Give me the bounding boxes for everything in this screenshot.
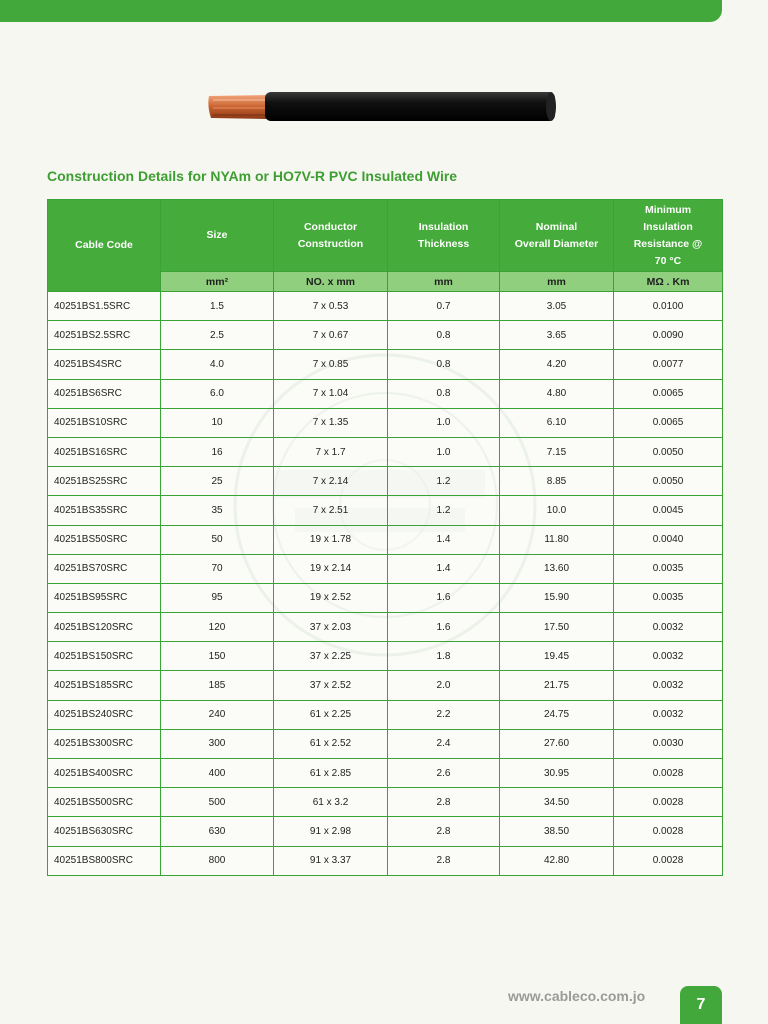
table-cell: 40251BS4SRC — [48, 350, 161, 379]
table-cell: 17.50 — [500, 613, 614, 642]
table-row — [48, 583, 723, 612]
table-cell: 50 — [161, 525, 274, 554]
table-cell: 40251BS500SRC — [48, 788, 161, 817]
table-cell: 1.0 — [388, 437, 500, 466]
table-row — [48, 613, 723, 642]
table-cell: 7 x 1.04 — [274, 379, 388, 408]
table-cell: 1.2 — [388, 496, 500, 525]
table-cell: 10.0 — [500, 496, 614, 525]
table-cell: 2.5 — [161, 321, 274, 350]
header-row — [48, 200, 723, 272]
table-cell: 0.8 — [388, 321, 500, 350]
table-cell: 7 x 1.35 — [274, 408, 388, 437]
table-cell: 40251BS240SRC — [48, 700, 161, 729]
page-number: 7 — [680, 986, 722, 1024]
construction-table — [47, 199, 723, 876]
unit-cell: mm — [388, 272, 500, 292]
table-cell: 185 — [161, 671, 274, 700]
table-cell: 0.0030 — [614, 729, 723, 758]
table-cell: 40251BS630SRC — [48, 817, 161, 846]
table-cell: 40251BS150SRC — [48, 642, 161, 671]
table-cell: 0.0050 — [614, 467, 723, 496]
table-cell: 61 x 2.52 — [274, 729, 388, 758]
table-cell: 0.0028 — [614, 788, 723, 817]
table-cell: 3.05 — [500, 292, 614, 321]
table-cell: 40251BS185SRC — [48, 671, 161, 700]
header-nominal-overall-diameter: Nominal Overall Diameter — [500, 200, 614, 272]
table-row — [48, 496, 723, 525]
table-cell: 500 — [161, 788, 274, 817]
table-row — [48, 292, 723, 321]
table-cell: 35 — [161, 496, 274, 525]
table-cell: 3.65 — [500, 321, 614, 350]
table-row — [48, 350, 723, 379]
table-cell: 0.0028 — [614, 817, 723, 846]
table-cell: 25 — [161, 467, 274, 496]
table-cell: 4.80 — [500, 379, 614, 408]
table-cell: 61 x 3.2 — [274, 788, 388, 817]
table-cell: 0.0100 — [614, 292, 723, 321]
table-cell: 6.0 — [161, 379, 274, 408]
unit-cell: mm — [500, 272, 614, 292]
table-cell: 19 x 1.78 — [274, 525, 388, 554]
table-cell: 1.5 — [161, 292, 274, 321]
table-cell: 34.50 — [500, 788, 614, 817]
header-conductor-construction: Conductor Construction — [274, 200, 388, 272]
table-cell: 1.4 — [388, 525, 500, 554]
table-cell: 40251BS50SRC — [48, 525, 161, 554]
table-cell: 6.10 — [500, 408, 614, 437]
table-cell: 0.0028 — [614, 759, 723, 788]
table-cell: 38.50 — [500, 817, 614, 846]
table-cell: 4.0 — [161, 350, 274, 379]
table-cell: 19 x 2.52 — [274, 583, 388, 612]
unit-cell: MΩ . Km — [614, 272, 723, 292]
header-size: Size — [161, 200, 274, 272]
table-cell: 0.0032 — [614, 671, 723, 700]
table-cell: 0.0077 — [614, 350, 723, 379]
table-cell: 40251BS95SRC — [48, 583, 161, 612]
table-cell: 0.0040 — [614, 525, 723, 554]
table-cell: 0.0045 — [614, 496, 723, 525]
table-cell: 13.60 — [500, 554, 614, 583]
table-cell: 27.60 — [500, 729, 614, 758]
table-cell: 0.0050 — [614, 437, 723, 466]
table-row — [48, 642, 723, 671]
table-title: Construction Details for NYAm or HO7V-R PVC Insulated Wire — [47, 168, 458, 184]
table-cell: 2.8 — [388, 846, 500, 875]
table-cell: 10 — [161, 408, 274, 437]
table-cell: 300 — [161, 729, 274, 758]
table-cell: 0.0032 — [614, 642, 723, 671]
table-cell: 630 — [161, 817, 274, 846]
table-cell: 61 x 2.25 — [274, 700, 388, 729]
table-cell: 240 — [161, 700, 274, 729]
table-cell: 61 x 2.85 — [274, 759, 388, 788]
table-cell: 7 x 0.67 — [274, 321, 388, 350]
table-cell: 7 x 0.53 — [274, 292, 388, 321]
table-cell: 0.0090 — [614, 321, 723, 350]
footer-website-url: www.cableco.com.jo — [508, 988, 646, 1004]
table-cell: 2.8 — [388, 817, 500, 846]
table-cell: 40251BS300SRC — [48, 729, 161, 758]
header-min-insulation-resistance: Minimum Insulation Resistance @ 70 °C — [614, 200, 723, 272]
table-cell: 37 x 2.52 — [274, 671, 388, 700]
table-row — [48, 729, 723, 758]
table-cell: 11.80 — [500, 525, 614, 554]
table-cell: 37 x 2.25 — [274, 642, 388, 671]
table-cell: 40251BS400SRC — [48, 759, 161, 788]
table-row — [48, 467, 723, 496]
table-row — [48, 700, 723, 729]
top-green-bar — [0, 0, 722, 22]
table-cell: 8.85 — [500, 467, 614, 496]
table-cell: 91 x 2.98 — [274, 817, 388, 846]
table-row — [48, 671, 723, 700]
table-cell: 0.0065 — [614, 408, 723, 437]
unit-cell: mm² — [161, 272, 274, 292]
table-cell: 2.2 — [388, 700, 500, 729]
header-insulation-thickness: Insulation Thickness — [388, 200, 500, 272]
table-cell: 70 — [161, 554, 274, 583]
table-row — [48, 846, 723, 875]
table-cell: 800 — [161, 846, 274, 875]
table-cell: 0.7 — [388, 292, 500, 321]
table-cell: 1.0 — [388, 408, 500, 437]
table-cell: 21.75 — [500, 671, 614, 700]
table-cell: 2.8 — [388, 788, 500, 817]
table-row — [48, 759, 723, 788]
cable-image — [205, 88, 565, 128]
table-cell: 2.4 — [388, 729, 500, 758]
table-cell: 1.6 — [388, 613, 500, 642]
table-cell: 19 x 2.14 — [274, 554, 388, 583]
unit-cell: NO. x mm — [274, 272, 388, 292]
table-cell: 0.8 — [388, 350, 500, 379]
table-cell: 0.0028 — [614, 846, 723, 875]
table-cell: 40251BS800SRC — [48, 846, 161, 875]
table-cell: 1.2 — [388, 467, 500, 496]
table-cell: 7 x 1.7 — [274, 437, 388, 466]
table-cell: 400 — [161, 759, 274, 788]
table-cell: 7 x 2.51 — [274, 496, 388, 525]
table-row — [48, 525, 723, 554]
table-cell: 40251BS1.5SRC — [48, 292, 161, 321]
table-cell: 2.0 — [388, 671, 500, 700]
table-cell: 0.0035 — [614, 554, 723, 583]
table-body — [48, 292, 723, 876]
table-cell: 150 — [161, 642, 274, 671]
table-cell: 40251BS2.5SRC — [48, 321, 161, 350]
table-cell: 1.8 — [388, 642, 500, 671]
table-cell: 4.20 — [500, 350, 614, 379]
table-cell: 40251BS70SRC — [48, 554, 161, 583]
table-row — [48, 788, 723, 817]
table-cell: 40251BS10SRC — [48, 408, 161, 437]
table-row — [48, 321, 723, 350]
table-cell: 0.0035 — [614, 583, 723, 612]
table-cell: 0.0065 — [614, 379, 723, 408]
table-cell: 24.75 — [500, 700, 614, 729]
table-cell: 1.4 — [388, 554, 500, 583]
table-cell: 91 x 3.37 — [274, 846, 388, 875]
table-cell: 37 x 2.03 — [274, 613, 388, 642]
table-cell: 40251BS25SRC — [48, 467, 161, 496]
table-cell: 7.15 — [500, 437, 614, 466]
header-cable-code: Cable Code — [48, 200, 161, 292]
table-cell: 30.95 — [500, 759, 614, 788]
table-cell: 40251BS16SRC — [48, 437, 161, 466]
table-cell: 0.0032 — [614, 700, 723, 729]
table-cell: 7 x 2.14 — [274, 467, 388, 496]
table-cell: 0.0032 — [614, 613, 723, 642]
table-cell: 1.6 — [388, 583, 500, 612]
table-row — [48, 554, 723, 583]
table-cell: 7 x 0.85 — [274, 350, 388, 379]
table-cell: 40251BS6SRC — [48, 379, 161, 408]
table-cell: 0.8 — [388, 379, 500, 408]
table-cell: 15.90 — [500, 583, 614, 612]
table-cell: 120 — [161, 613, 274, 642]
table-cell: 95 — [161, 583, 274, 612]
table-cell: 40251BS35SRC — [48, 496, 161, 525]
table-row — [48, 379, 723, 408]
table-cell: 2.6 — [388, 759, 500, 788]
table-row — [48, 437, 723, 466]
table-cell: 42.80 — [500, 846, 614, 875]
table-row — [48, 817, 723, 846]
table-cell: 16 — [161, 437, 274, 466]
table-cell: 40251BS120SRC — [48, 613, 161, 642]
table-cell: 19.45 — [500, 642, 614, 671]
table-row — [48, 408, 723, 437]
